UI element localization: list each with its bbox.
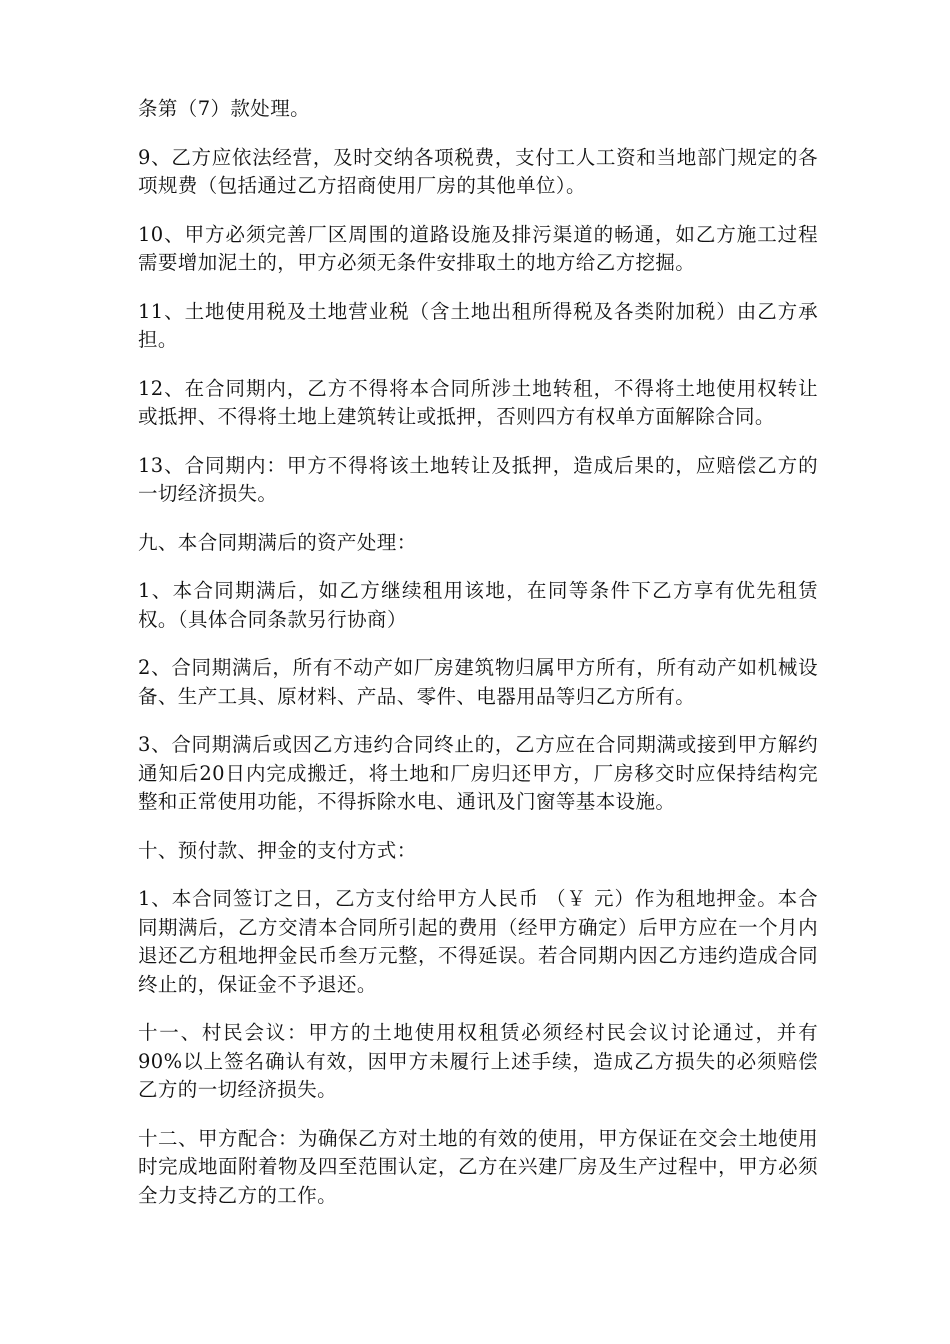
paragraph-clause-12: 12、在合同期内，乙方不得将本合同所涉土地转租，不得将土地使用权转让或抵押、不得将土地上建筑转让或抵押，否则四方有权单方面解除合同。 [138, 376, 818, 428]
paragraph-section9-item-2: 2、合同期满后，所有不动产如厂房建筑物归属甲方所有，所有动产如机械设备、生产工具、原材料、产品、零件、电器用品等归乙方所有。 [138, 656, 818, 708]
paragraph-clause-10: 10、甲方必须完善厂区周围的道路设施及排污渠道的畅通，如乙方施工过程需要增加泥土的，甲方必须无条件安排取土的地方给乙方挖掘。 [138, 222, 818, 274]
paragraph-clause-9: 9、乙方应依法经营，及时交纳各项税费，支付工人工资和当地部门规定的各项规费（包括通过乙方招商使用厂房的其他单位）。 [138, 145, 818, 197]
paragraph-clause-continuation: 条第（7）款处理。 [138, 97, 311, 120]
paragraph-section-11: 十一、村民会议：甲方的土地使用权租赁必须经村民会议讨论通过，并有90%以上签名确认有效，因甲方未履行上述手续，造成乙方损失的必须赔偿乙方的一切经济损失。 [138, 1021, 818, 1101]
paragraph-clause-13: 13、合同期内：甲方不得将该土地转让及抵押，造成后果的，应赔偿乙方的一切经济损失。 [138, 453, 818, 505]
section-heading-10: 十、预付款、押金的支付方式： [138, 838, 417, 862]
paragraph-clause-11: 11、土地使用税及土地营业税（含土地出租所得税及各类附加税）由乙方承担。 [138, 299, 818, 351]
paragraph-section9-item-3: 3、合同期满后或因乙方违约合同终止的，乙方应在合同期满或接到甲方解约通知后20日内完成搬迁，将土地和厂房归还甲方，厂房移交时应保持结构完整和正常使用功能，不得拆除水电、通讯及门窗等基本设施。 [138, 733, 818, 813]
document-body [138, 95, 818, 1230]
paragraph-section9-item-1: 1、本合同期满后，如乙方继续租用该地，在同等条件下乙方享有优先租赁权。（具体合同条款另行协商） [138, 579, 818, 631]
section-heading-9: 九、本合同期满后的资产处理： [138, 530, 417, 554]
paragraph-section-12: 十二、甲方配合：为确保乙方对土地的有效的使用，甲方保证在交会土地使用时完成地面附着物及四至范围认定，乙方在兴建厂房及生产过程中，甲方必须全力支持乙方的工作。 [138, 1126, 818, 1207]
paragraph-section10-item-1: 1、本合同签订之日，乙方支付给甲方人民币 （￥ 元）作为租地押金。本合同期满后，乙方交清本合同所引起的费用（经甲方确定）后甲方应在一个月内退还乙方租地押金民币叁万元整，不得延误。若合同期内因乙方违约造成合同终止的，保证金不予退还。 [138, 887, 818, 996]
